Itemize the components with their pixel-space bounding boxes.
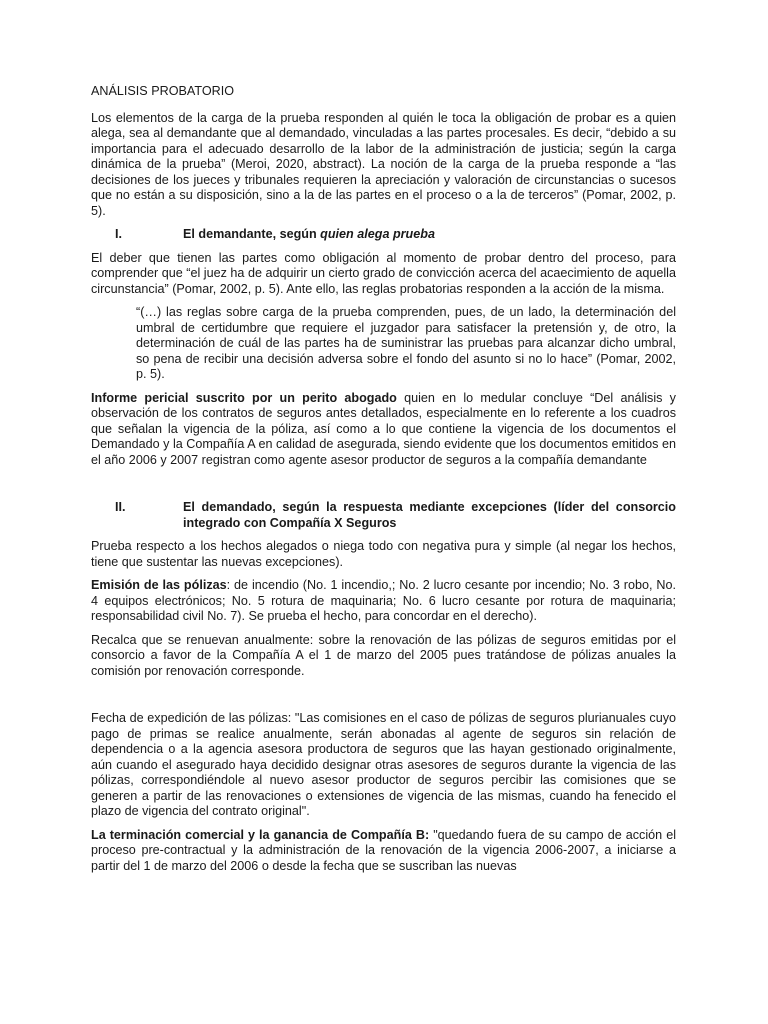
emision-paragraph: [91, 578, 676, 625]
terminacion-text: "quedando fuera de su campo de acción el proceso pre-contractual y la administración de la renovación de la vigencia 2006-2007, a iniciarse a partir del 1 de marzo del 2006 o desde la fecha que se suscriban las nuevas: [91, 827, 676, 873]
section-1-heading: [91, 227, 676, 243]
section-1-title-plain: El demandante, según: [183, 227, 321, 241]
informe-paragraph: [91, 391, 676, 469]
block-quote: “(…) las reglas sobre carga de la prueba comprenden, pues, de un lado, la determinación del umbral de certidumbre que requiere el juzgador para satisfacer la pretensión y, de otro, la determinación de cuál de las partes ha de suministrar las pruebas para alcanzar dicho umbral, so pena de recibir una decisión adversa sobre el fondo del asunto si no lo hace” (Pomar, 2002, p. 5).: [136, 305, 676, 381]
document-title: ANÁLISIS PROBATORIO: [91, 84, 235, 98]
emision-bold-lead: Emisión de las pólizas: [91, 578, 227, 592]
section-1-title-italic: quien alega prueba: [320, 227, 435, 241]
section-2-number: II.: [115, 500, 126, 514]
terminacion-paragraph: [91, 828, 676, 875]
recalca-paragraph: Recalca que se renuevan anualmente: sobre la renovación de las pólizas de seguros emitidas por el consorcio a favor de la Compañía A el 1 de marzo del 2005 pues tratándose de pólizas anuales la comisión por renovación corresponde.: [91, 632, 676, 678]
section-2-title: El demandado, según la respuesta mediante excepciones (líder del consorcio integrado con Compañía X Seguros: [183, 500, 676, 530]
informe-text: quien en lo medular concluye “Del análisis y observación de los contratos de seguros antes detallados, especialmente en lo referente a los cuadros que señalan la vigencia de la póliza, así como a lo que contiene la vigencia de los documentos el Demandado y la Compañía A en calidad de asegurada, siendo evidente que los documentos emitidos en el año 2006 y 2007 registran como agente asesor productor de seguros a la compañía demandante: [91, 390, 676, 467]
fecha-paragraph: Fecha de expedición de las pólizas: "Las comisiones en el caso de pólizas de seguros plurianuales cuyo pago de primas se realice anualmente, serán abonadas al agente de seguros sin relación de dependencia o a la agencia asesora productora de seguros que las hayan gestionado originalmente, aún cuando el asegurado haya decidido designar otras asesores de seguros durante la vigencia de las pólizas, correspondiéndole al nuevo asesor productor de seguros percibir las comisiones que se generen a partir de las renovaciones o extensiones de vigencia de las mismas, cuando ha fenecido el plazo de vigencia del contrato original".: [91, 711, 676, 818]
informe-bold-lead: Informe pericial suscrito por un perito abogado: [91, 390, 397, 405]
section-1-number: I.: [115, 227, 122, 241]
section-1-title: [183, 227, 676, 243]
terminacion-bold-lead: La terminación comercial y la ganancia de Compañía B:: [91, 827, 430, 842]
emision-text: : de incendio (No. 1 incendio,; No. 2 lucro cesante por incendio; No. 3 robo, No. 4 equipos electrónicos; No. 5 rotura de maquinaria; No. 6 lucro cesante por rotura de maquinaria; responsabilidad civil No. 7). Se prueba el hecho, para concordar en el derecho).: [91, 578, 676, 623]
section-2-paragraph: Prueba respecto a los hechos alegados o niega todo con negativa pura y simple (al negar los hechos, tiene que sustentar las nuevas excepciones).: [91, 539, 676, 569]
section-1-paragraph: El deber que tienen las partes como obligación al momento de probar dentro del proceso, para comprender que “el juez ha de adquirir un cierto grado de convicción acerca del acaecimiento de aquella circunstancia” (Pomar, 2002, p. 5). Ante ello, las reglas probatorias responden a la acción de la misma.: [91, 250, 676, 296]
section-2-heading: [91, 500, 676, 531]
intro-paragraph: Los elementos de la carga de la prueba responden al quién le toca la obligación de probar es a quien alega, sea al demandante que al demandado, vinculadas a las partes procesales. Es decir, “debido a su importancia para el adecuado desarrollo de la labor de la administración de justicia; según la carga dinámica de la prueba” (Meroi, 2020, abstract). La noción de la carga de la prueba responde a “las decisiones de los jueces y tribunales requieren la apreciación y valoración de circunstancias o sucesos que no están a su disposición, sino a la de las partes en el proceso o a la de terceros” (Pomar, 2002, p. 5).: [91, 110, 676, 218]
